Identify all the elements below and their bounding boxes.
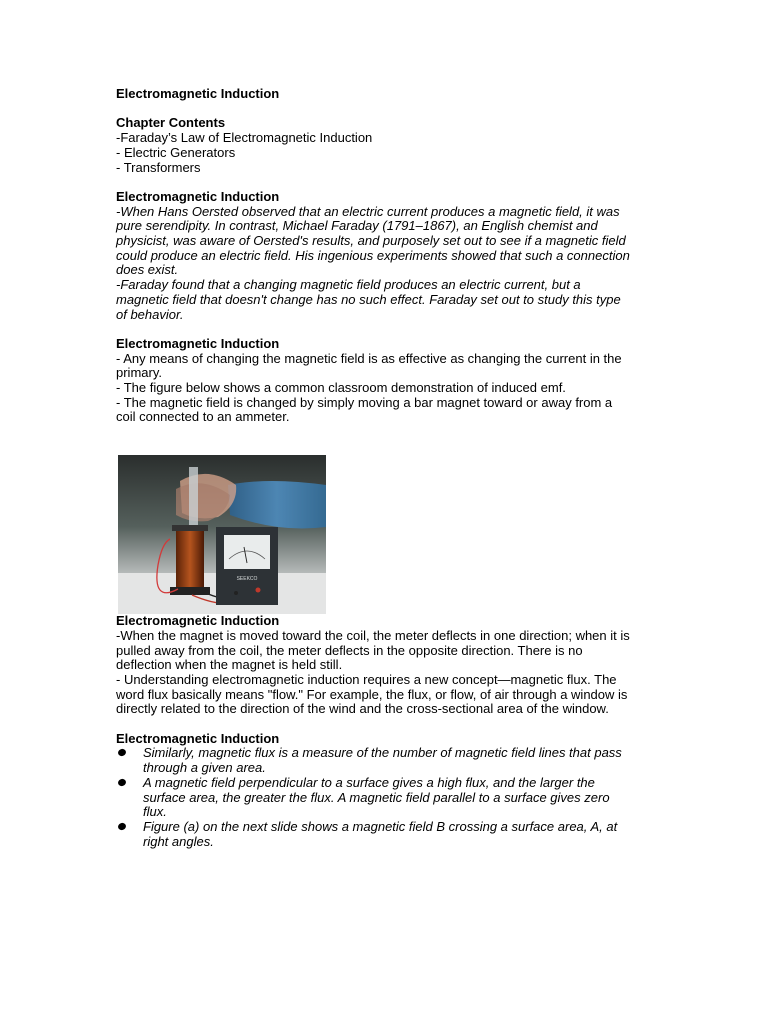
paragraph-line: magnetic field that doesn't change has no such effect. Faraday set out to study this type <box>116 291 621 307</box>
chapter-contents-heading: Chapter Contents <box>116 115 226 131</box>
meter-brand-label: SEEKCO <box>236 576 258 583</box>
bullet-item: A magnetic field perpendicular to a surface gives a high flux, and the larger the surface area, the greater the flux. A magnetic field parallel to a surface gives zero flux. <box>116 776 656 820</box>
paragraph-line: deflection when the magnet is held still. <box>116 657 343 673</box>
paragraph-line: coil connected to an ammeter. <box>116 409 290 425</box>
paragraph-line: could produce an electric field. His ingenious experiments showed that such a connection <box>116 247 630 263</box>
paragraph-line: pure serendipity. In contrast, Michael Faraday (1791–1867), an English chemist and <box>116 218 598 234</box>
paragraph-line: - The magnetic field is changed by simply moving a bar magnet toward or away from a <box>116 394 613 410</box>
bullet-item: Similarly, magnetic flux is a measure of the number of magnetic field lines that pass through a given area. <box>116 746 656 775</box>
paragraph-line: -Faraday found that a changing magnetic field produces an electric current, but a <box>116 277 581 293</box>
bullet-icon <box>117 778 127 787</box>
paragraph-line: directly related to the direction of the wind and the cross-sectional area of the window. <box>116 701 609 717</box>
paragraph-line: physicist, was aware of Oersted's results, and purposely set out to see if a magnetic field <box>116 233 626 248</box>
contents-item: - Electric Generators <box>116 144 236 160</box>
paragraph-line: -When the magnet is moved toward the coil, the meter deflects in one direction; when it is <box>116 627 630 643</box>
section-heading: Electromagnetic Induction <box>116 335 280 351</box>
paragraph-line: does exist. <box>116 262 179 278</box>
paragraph-line: word flux basically means "flow." For example, the flux, or flow, of air through a window is <box>116 686 628 702</box>
document-page <box>116 87 656 849</box>
section-heading: Electromagnetic Induction <box>116 730 280 746</box>
document-title: Electromagnetic Induction <box>116 86 280 101</box>
paragraph-line: - Understanding electromagnetic induction requires a new concept—magnetic flux. The <box>116 671 617 687</box>
paragraph-line: -When Hans Oersted observed that an electric current produces a magnetic field, it was <box>116 203 620 219</box>
bullet-list <box>116 746 656 849</box>
paragraph-line: of behavior. <box>116 306 184 322</box>
contents-item: - Transformers <box>116 159 201 175</box>
section-heading: Electromagnetic Induction <box>116 613 280 629</box>
bullet-icon <box>117 748 127 757</box>
contents-item: -Faraday’s Law of Electromagnetic Induction <box>116 130 373 146</box>
induction-demo-photo <box>118 455 326 614</box>
paragraph-line: pulled away from the coil, the meter deflects in the opposite direction. There is no <box>116 642 583 658</box>
bullet-icon <box>117 822 127 831</box>
section-heading: Electromagnetic Induction <box>116 188 280 204</box>
bullet-item: Figure (a) on the next slide shows a magnetic field B crossing a surface area, A, at right angles. <box>116 820 656 849</box>
paragraph-line: primary. <box>116 365 162 381</box>
paragraph-line: - Any means of changing the magnetic field is as effective as changing the current in the <box>116 350 622 366</box>
paragraph-line: - The figure below shows a common classroom demonstration of induced emf. <box>116 380 566 396</box>
